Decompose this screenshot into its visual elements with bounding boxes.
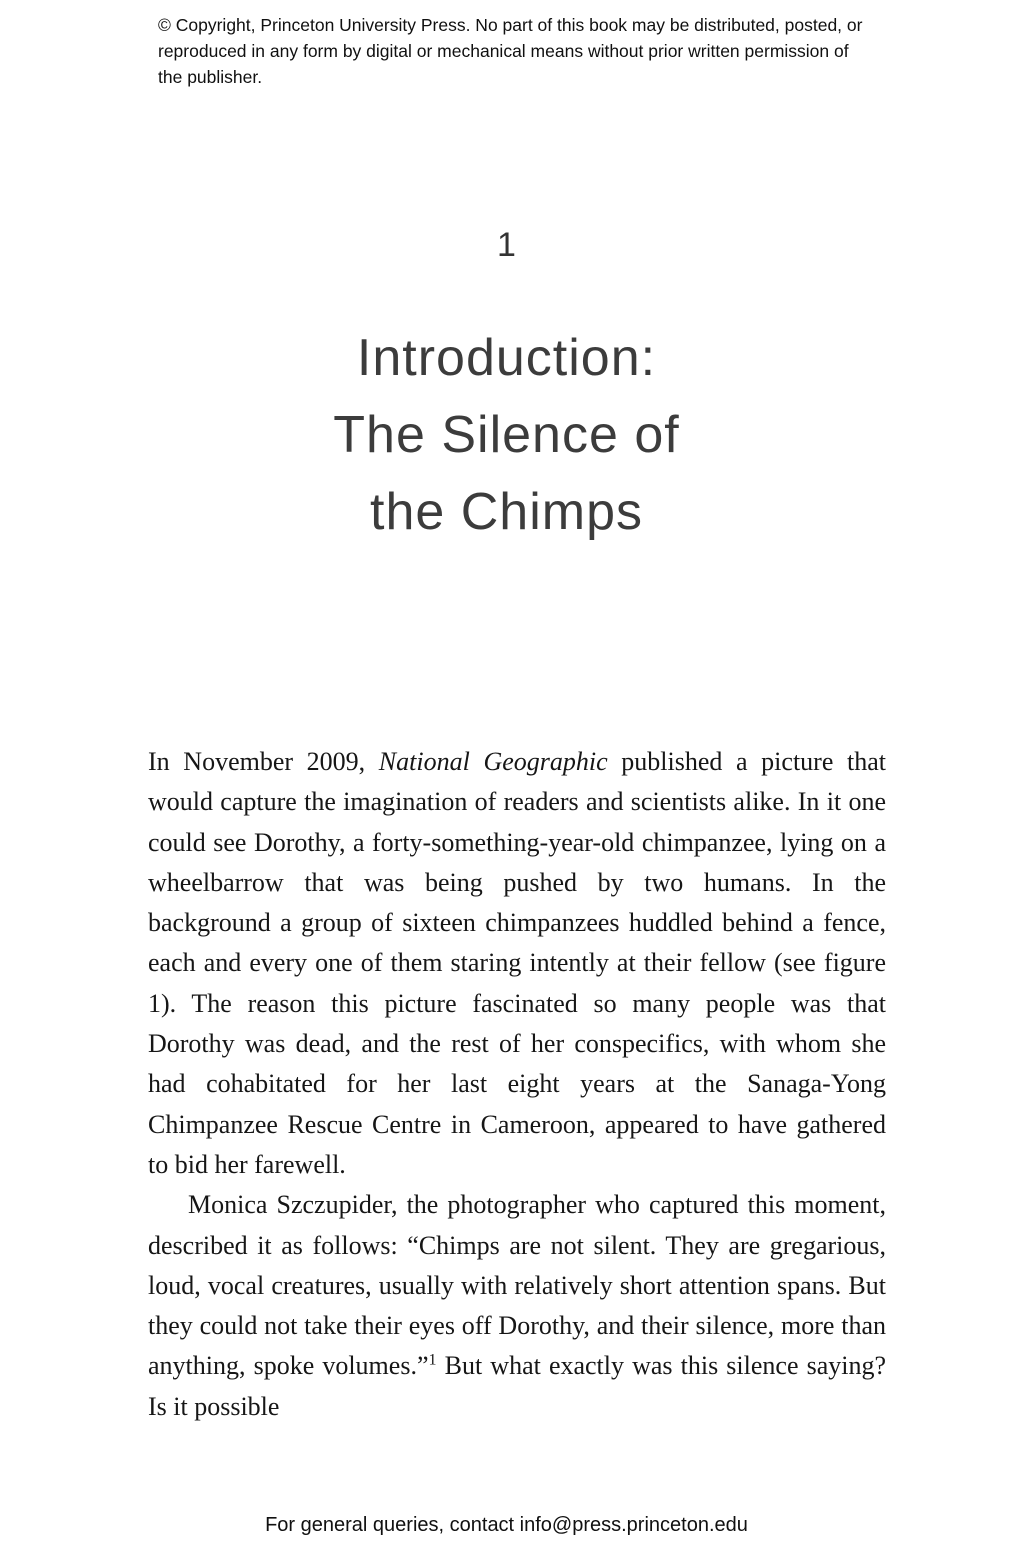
footer-contact: For general queries, contact info@press.princeton.edu bbox=[265, 1514, 748, 1536]
chapter-title bbox=[0, 320, 1013, 551]
text-run: 1 bbox=[428, 1351, 437, 1369]
text-run: National Geographic bbox=[378, 747, 608, 776]
paragraph bbox=[148, 742, 886, 1185]
body-text bbox=[148, 742, 886, 1427]
text-run: In November 2009, bbox=[148, 747, 379, 776]
text-run: But what exactly was this silence saying? Is it possible bbox=[148, 1351, 886, 1421]
chapter-title-line-1: Introduction: bbox=[356, 329, 657, 387]
text-run: published a picture that would capture the imagination of readers and scientists alike. In it one could see Dorothy, a forty-something-year-old chimpanzee, lying on a wheelbarrow that was being pushed by two humans. In the background a group of sixteen chimpanzees huddled behind a fence, each and every one of them staring intently at their fellow (see figure 1). The reason this picture fascinated so many people was that Dorothy was dead, and the rest of her conspecifics, with whom she had cohabitated for her last eight years at the Sanaga-Yong Chimpanzee Rescue Centre in Cameroon, appeared to have gathered to bid her farewell. bbox=[148, 747, 886, 1179]
chapter-title-line-3: the Chimps bbox=[370, 483, 643, 541]
text-run: Monica Szczupider, the photographer who captured this moment, described it as follows: “Chimps are not silent. They are gregarious, loud, vocal creatures, usually with relatively short attention spans. But they could not take their eyes off Dorothy, and their silence, more than anything, spoke volumes.” bbox=[148, 1190, 886, 1381]
paragraph bbox=[148, 1185, 886, 1427]
copyright-notice: © Copyright, Princeton University Press. No part of this book may be distributed, posted, or reproduced in any form by digital or mechanical means without prior written permission of the publisher. bbox=[158, 15, 863, 87]
chapter-number: 1 bbox=[497, 226, 516, 264]
chapter-title-line-2: The Silence of bbox=[333, 406, 680, 464]
